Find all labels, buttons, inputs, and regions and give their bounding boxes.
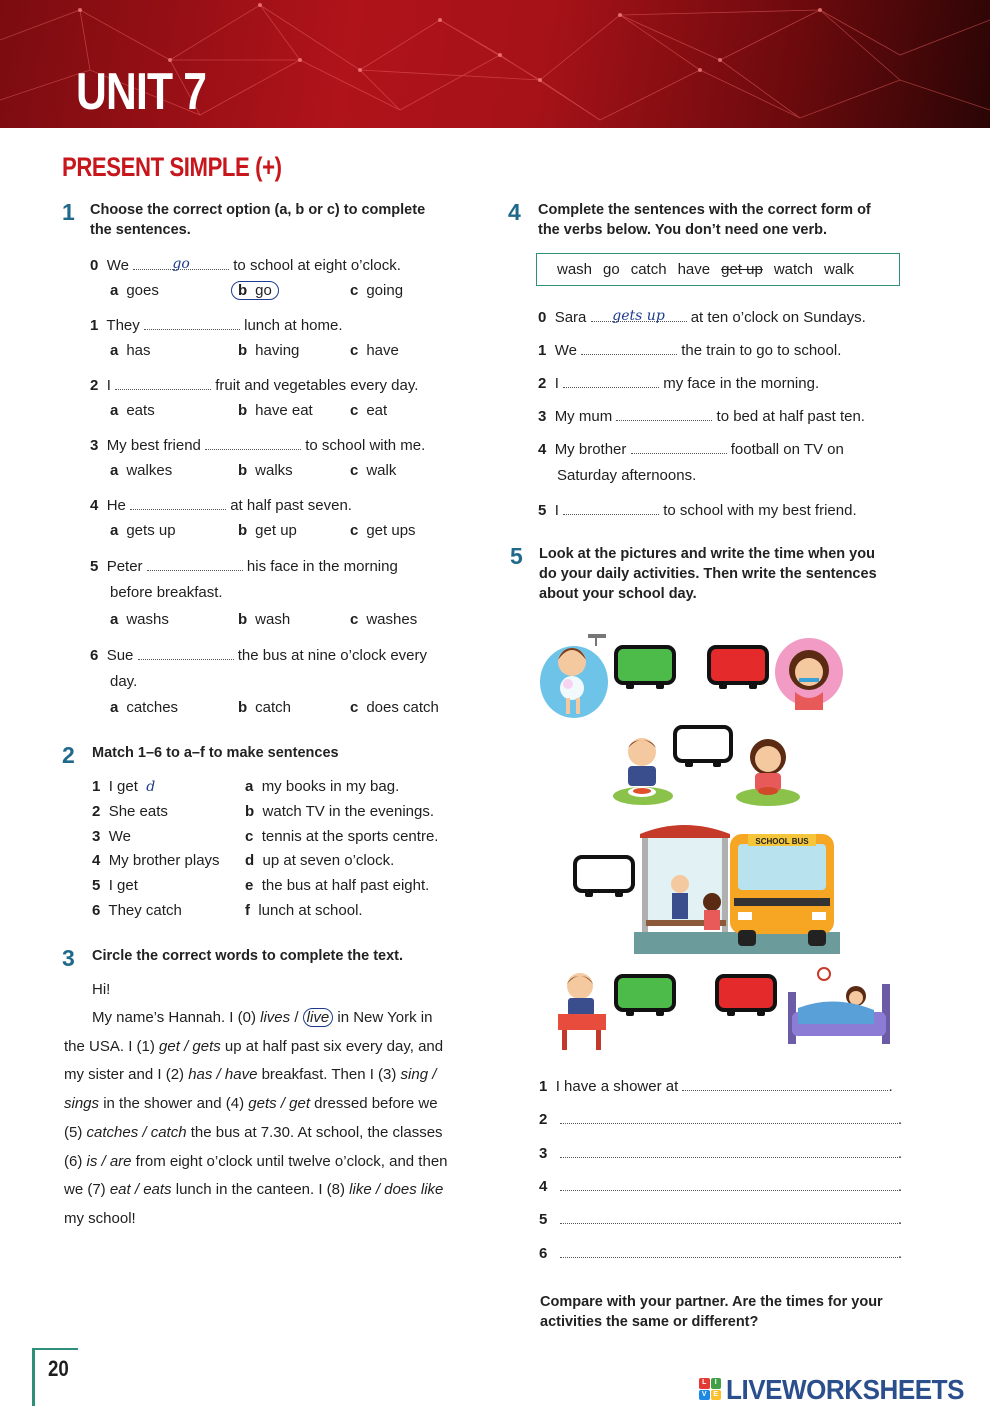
exercise-instruction: Match 1–6 to a–f to make sentences [92, 745, 339, 761]
question-2: 2 I fruit and vegetables every day. [90, 374, 418, 396]
section-title: PRESENT SIMPLE (+) [62, 152, 282, 182]
choice-0b-selected[interactable]: live [303, 1008, 334, 1027]
answer-blank[interactable] [616, 405, 712, 421]
option-a[interactable]: a walkes [110, 462, 173, 479]
question-4: 4 My brother football on TV on [538, 438, 844, 460]
page-corner-line [32, 1348, 78, 1350]
option-b[interactable]: b have eat [238, 402, 313, 419]
choice-7[interactable]: eat / eats [109, 1181, 172, 1199]
choice-4[interactable]: gets / get [248, 1095, 310, 1113]
letter-greeting: Hi! [92, 981, 111, 998]
match-left-6: 6 They catch [92, 902, 182, 919]
option-a[interactable]: a gets up [110, 522, 176, 539]
page-corner-bar [32, 1348, 35, 1406]
answer-blank[interactable]: gets up [591, 306, 687, 322]
answer-blank[interactable] [144, 314, 240, 330]
clock-blank[interactable] [673, 725, 733, 763]
sentence-line-3: 3 . [539, 1142, 902, 1164]
clock-blank[interactable] [573, 855, 635, 893]
breakfast-boy-illustration [612, 730, 674, 806]
exercise-number: 3 [62, 945, 75, 971]
answer-blank[interactable] [682, 1075, 888, 1091]
page-number: 20 [48, 1356, 69, 1381]
answer-blank[interactable] [560, 1208, 898, 1224]
option-b[interactable]: b walks [238, 462, 293, 479]
question-5-continued: before breakfast. [110, 584, 223, 601]
compare-instruction: Compare with your partner. Are the times for your activities the same or different? [540, 1294, 883, 1330]
choice-3[interactable]: sing / sings [64, 1066, 437, 1113]
answer-blank[interactable] [560, 1242, 898, 1258]
unit-banner [0, 0, 990, 128]
answer-blank[interactable] [560, 1108, 898, 1124]
option-c[interactable]: c eat [350, 402, 388, 419]
unit-title: UNIT 7 [76, 63, 207, 121]
question-4: 4 He at half past seven. [90, 494, 352, 516]
word: wash [557, 261, 593, 278]
answer-blank[interactable] [205, 434, 301, 450]
option-a[interactable]: a eats [110, 402, 155, 419]
clock-red[interactable] [715, 974, 777, 1012]
word: walk [824, 261, 855, 278]
option-a[interactable]: a washs [110, 611, 169, 628]
exercise-instruction: Choose the correct option (a, b or c) to complete the sentences. [90, 202, 426, 238]
question-0: 0 We go to school at eight o’clock. [90, 256, 401, 274]
match-left-4: 4 My brother plays [92, 852, 220, 869]
question-1: 1 They lunch at home. [90, 314, 343, 336]
option-b[interactable]: b wash [238, 611, 291, 628]
question-6-continued: day. [110, 673, 138, 690]
clock-green[interactable] [614, 974, 676, 1012]
brand-name: LIVEWORKSHEETS [726, 1374, 965, 1405]
exercise-instruction: Look at the pictures and write the time when you do your daily activities. Then write the sentences about your school day. [539, 546, 877, 602]
sleeping-girl-illustration [784, 964, 894, 1052]
match-left-1: 1 I get d [92, 778, 156, 795]
question-3: 3 My mum to bed at half past ten. [538, 405, 865, 427]
option-a[interactable]: a catches [110, 699, 179, 716]
sentence-line-5: 5 . [539, 1208, 902, 1230]
match-right-c: c tennis at the sports centre. [245, 828, 439, 845]
option-c[interactable]: c washes [350, 611, 418, 628]
match-left-5: 5 I get [92, 877, 138, 894]
sentence-line-6: 6 . [539, 1242, 902, 1264]
letter-paragraph: My name’s Hannah. I (0) lives / live in New York in the USA. I (1) get / gets up at half past six every day, and my sister and I (2) has / have breakfast. Then I (3) sing / sings in the shower and (4) gets / get dressed before we (5) catches / catch the bus at 7.30. At school, the classes (6) is / are from eight o’clock until twelve o’clock, and then we (7) eat / eats lunch in the canteen. I (8) like / does like my school! [64, 1009, 448, 1227]
exercise-instruction: Complete the sentences with the correct form of the verbs below. You don’t need one verb. [538, 202, 871, 238]
question-2: 2 I my face in the morning. [538, 372, 819, 394]
question-4-continued: Saturday afternoons. [557, 467, 697, 484]
question-0: 0 Sara gets up at ten o’clock on Sundays. [538, 308, 866, 326]
liveworksheets-logo: L I V E [699, 1378, 721, 1400]
sentence-line-1: 1 I have a shower at . [539, 1075, 893, 1097]
sentence-line-4: 4 . [539, 1175, 902, 1197]
answer-blank[interactable] [631, 438, 727, 454]
word-used: get up [721, 261, 763, 278]
choice-8[interactable]: like / does like [349, 1181, 444, 1199]
question-3: 3 My best friend to school with me. [90, 434, 425, 456]
answer-blank[interactable] [563, 372, 659, 388]
choice-5[interactable]: catches / catch [86, 1123, 187, 1141]
breakfast-girl-illustration [735, 733, 801, 807]
choice-2[interactable]: has / have [188, 1066, 258, 1084]
teeth-brushing-girl-illustration [775, 634, 843, 710]
choice-1[interactable]: get / gets [159, 1037, 221, 1055]
match-right-b: b watch TV in the evenings. [245, 803, 435, 820]
exercise-instruction: Circle the correct words to complete the text. [92, 948, 404, 964]
question-5: 5 Peter his face in the morning [90, 555, 398, 577]
bus-stop-illustration [634, 820, 840, 954]
answer-blank[interactable] [560, 1175, 898, 1191]
option-c[interactable]: c going [350, 282, 404, 299]
answer-blank[interactable] [563, 499, 659, 515]
word: watch [773, 261, 814, 278]
answer-blank[interactable] [115, 374, 211, 390]
option-a[interactable]: a goes [110, 282, 159, 299]
match-left-2: 2 She eats [92, 803, 168, 820]
option-b[interactable]: b catch [238, 699, 292, 716]
exercise-number: 5 [510, 543, 523, 569]
word: go [603, 261, 620, 278]
answer-blank[interactable] [560, 1142, 898, 1158]
exercise-number: 4 [508, 199, 521, 225]
word-bank [536, 253, 900, 286]
option-c[interactable]: c get ups [350, 522, 416, 539]
option-b[interactable]: b having [238, 342, 300, 359]
shower-girl-illustration [538, 632, 610, 720]
match-right-f: f lunch at school. [245, 902, 363, 919]
clock-green[interactable] [614, 645, 676, 685]
homework-boy-illustration [556, 968, 608, 1052]
option-c[interactable]: c walk [350, 462, 397, 479]
match-right-e: e the bus at half past eight. [245, 877, 430, 894]
word: catch [630, 261, 667, 278]
choice-0a[interactable]: lives [260, 1009, 291, 1026]
option-b-selected[interactable]: b go [231, 282, 279, 299]
exercise-number: 2 [62, 742, 75, 768]
question-1: 1 We the train to go to school. [538, 339, 841, 361]
answer-blank[interactable] [147, 555, 243, 571]
option-a[interactable]: a has [110, 342, 151, 359]
match-left-3: 3 We [92, 828, 131, 845]
answer-blank[interactable] [138, 644, 234, 660]
bus-sign: SCHOOL BUS [755, 837, 809, 846]
option-c[interactable]: c does catch [350, 699, 439, 716]
question-5: 5 I to school with my best friend. [538, 499, 857, 521]
sentence-line-2: 2 . [539, 1108, 902, 1130]
choice-6[interactable]: is / are [86, 1152, 132, 1170]
match-right-a: a my books in my bag. [245, 778, 400, 795]
question-6: 6 Sue the bus at nine o’clock every [90, 644, 427, 666]
match-right-d: d up at seven o’clock. [245, 852, 395, 869]
answer-blank[interactable] [130, 494, 226, 510]
clock-red[interactable] [707, 645, 769, 685]
exercise-number: 1 [62, 199, 75, 225]
option-c[interactable]: c have [350, 342, 399, 359]
answer-blank[interactable] [581, 339, 677, 355]
word: have [677, 261, 711, 278]
answer-blank[interactable]: go [133, 254, 229, 270]
option-b[interactable]: b get up [238, 522, 297, 539]
